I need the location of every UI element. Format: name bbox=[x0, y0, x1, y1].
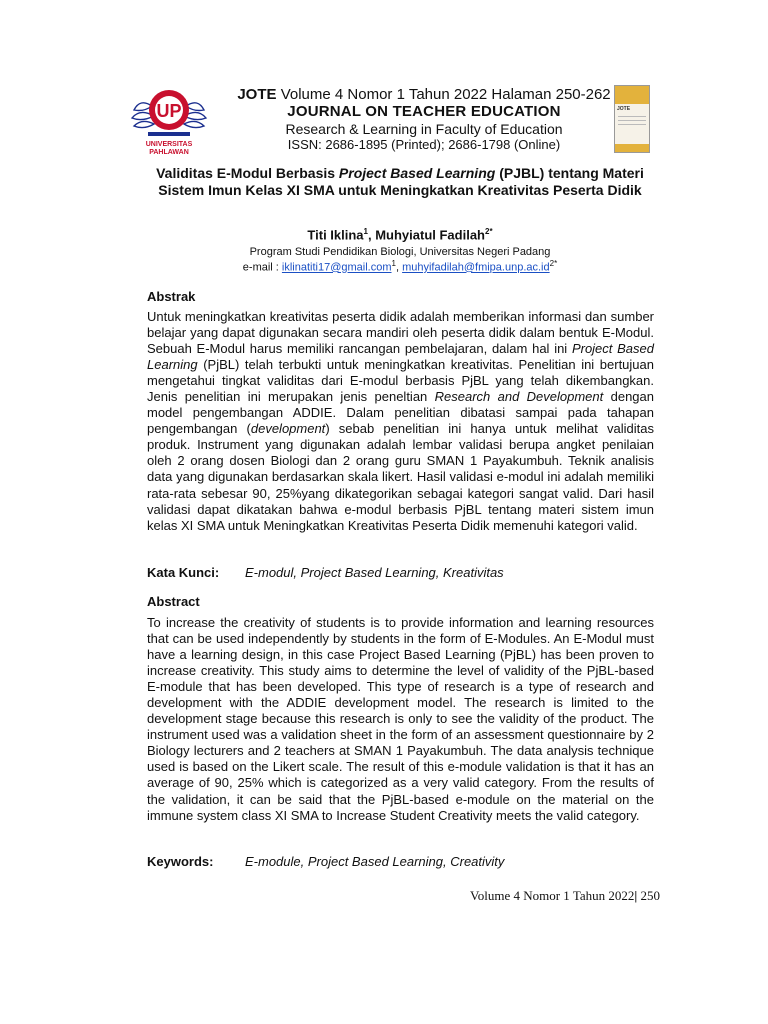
keywords bbox=[147, 854, 504, 869]
article-title: Validitas E-Modul Berbasis Project Based Learning (PJBL) tentang Materi Sistem Imun Kelas XI SMA untuk Meningkatkan Kreativitas Peserta Didik bbox=[156, 165, 644, 198]
abstrak-text: Untuk meningkatkan kreativitas peserta didik adalah memberikan informasi dan sumber belajar yang dapat digunakan secara mandiri oleh peserta didik dalam bentuk E-Modul. Sebuah E-Modul harus memiliki rancangan pembelajaran, dalam hal ini Project Based Learning (PjBL) telah terbukti untuk meningkatkan kreativitas. Penelitian ini bertujuan mengetahui tingkat validitas dari E-modul berbasis PjBL yang telah dikembangkan. Jenis penelitian ini merupakan jenis peneltian Research and Development dengan model pengembangan ADDIE. Dalam penelitian dibatasi sampai pada tahapan pengembangan (development) sebab penelitian ini hanya untuk melihat validitas produk. Instrument yang digunakan adalah lembar validasi berupa angket penilaian oleh 2 orang dosen Biologi dan 2 orang guru SMAN 1 Payakumbuh. Teknik analisis data yang digunakan berdasarkan skala likert. Hasil validasi e-modul ini adalah memiliki rata-rata sebesar 90, 25%yang dikategorikan sebagai kategori sangat valid. Dari hasil validasi dapat dikatakan bahwa e-modul berbasis PjBL tentang materi sistem imun kelas XI SMA untuk Meningkatkan Kreativitas Peserta Didik memenuhi kategori valid. bbox=[147, 309, 654, 533]
affiliation: Program Studi Pendidikan Biologi, Universitas Negeri Padang bbox=[249, 246, 551, 258]
abstract-heading: Abstract bbox=[147, 594, 200, 609]
email-link-1[interactable]: iklinatiti17@gmail.com bbox=[281, 261, 392, 274]
author-2: Muhyiatul Fadilah bbox=[375, 227, 486, 243]
kata-kunci-label: Kata Kunci: bbox=[147, 565, 220, 580]
email-link-2[interactable]: muhyifadilah@fmipa.unp.ac.id bbox=[402, 261, 550, 274]
volume-info: Volume 4 Nomor 1 Tahun 2022 Halaman 250-262 bbox=[280, 86, 611, 103]
journal-short: JOTE bbox=[237, 86, 277, 103]
title-italic: Project Based Learning bbox=[338, 165, 496, 181]
abstrak-heading: Abstrak bbox=[147, 289, 196, 304]
footer-volume: Volume 4 Nomor 1 Tahun 2022 bbox=[470, 888, 635, 903]
page-footer: Volume 4 Nomor 1 Tahun 2022| 250 bbox=[470, 888, 660, 903]
abstract-text: To increase the creativity of students is to provide information and learning resources that can be used independently by students in the form of E-Modules. An E-Modul must have a learning design, in this case Project Based Learning (PjBL) has been proven to increase creativity. This study aims to determine the level of validity of the PjBL-based E-module that has been developed. This type of research is a type of research and development with the ADDIE development model. The research is limited to the development stage because this research is only to see the validity of the product. The instrument used was a validation sheet in the form of an assessment questionnaire by 2 Biology lecturers and 2 teachers at SMAN 1 Payakumbuh. The data analysis technique used is based on the Likert scale. The result of this e-module validation is that it has an average of 90, 25% which is categorized as a very valid category. From the results of the validation, it can be said that the PjBL-based e-module on the material on the immune system class XI SMA to Increase Student Creativity meets the valid category. bbox=[147, 615, 654, 823]
kata-kunci bbox=[147, 565, 504, 580]
kata-kunci-value: E-modul, Project Based Learning, Kreativitas bbox=[245, 565, 504, 580]
page-number: 250 bbox=[637, 888, 660, 903]
svg-text:UP: UP bbox=[156, 101, 182, 121]
journal-name: JOURNAL ON TEACHER EDUCATION bbox=[287, 103, 561, 120]
logo-text: UNIVERSITAS bbox=[145, 141, 193, 148]
cover-title: JOTE bbox=[617, 106, 631, 112]
keywords-value: E-module, Project Based Learning, Creativity bbox=[245, 854, 505, 869]
journal-volume-line bbox=[214, 86, 634, 103]
keywords-label: Keywords: bbox=[147, 854, 214, 869]
author-1: Titi Iklina bbox=[307, 227, 364, 243]
email-line: e-mail : iklinatiti17@gmail.com$^1$, $muhyifadilah@fmipa.unp.ac.id^{2*}$ bbox=[242, 259, 558, 274]
journal-subtitle: Research & Learning in Faculty of Education bbox=[285, 121, 563, 137]
authors: Titi Iklina$^1$, Muhyiatul Fadilah$^{2*}$ bbox=[307, 227, 493, 243]
journal-issn: ISSN: 2686-1895 (Printed); 2686-1798 (Online) bbox=[287, 137, 561, 152]
university-logo bbox=[126, 80, 212, 158]
svg-text:PAHLAWAN: PAHLAWAN bbox=[149, 149, 189, 156]
journal-cover-thumbnail bbox=[614, 85, 650, 153]
